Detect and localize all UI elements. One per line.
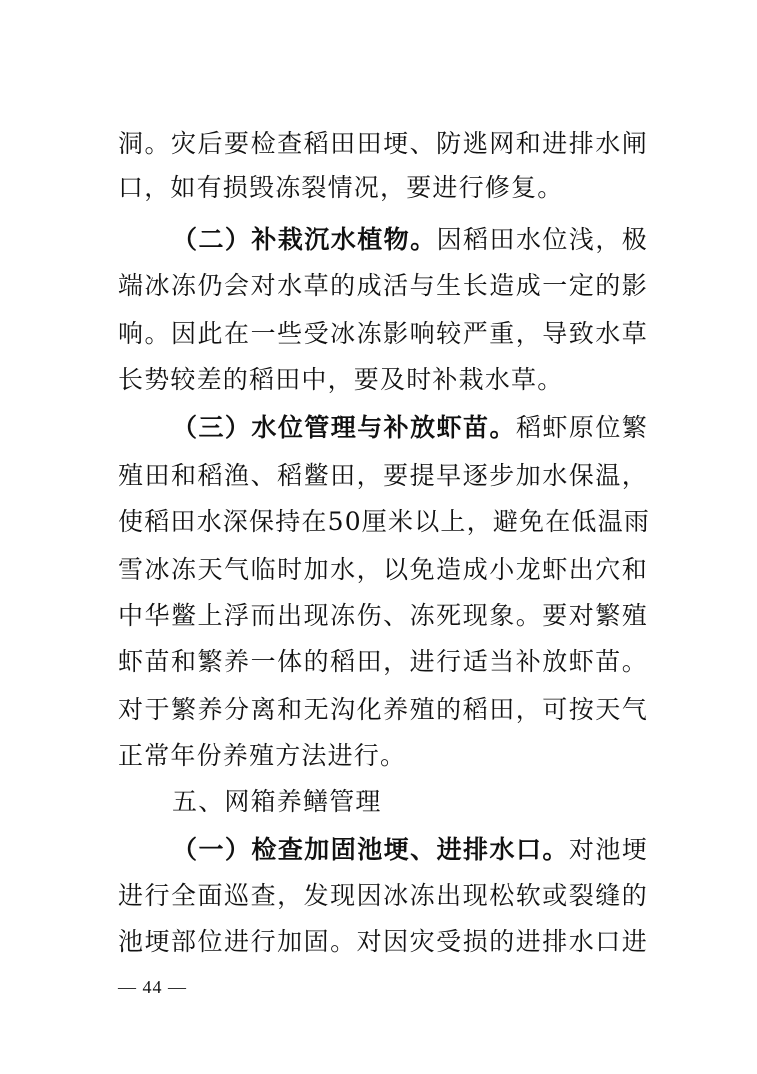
- paragraph-line: 端冰冻仍会对水草的成活与生长造成一定的影: [118, 271, 648, 300]
- paragraph-line: 中华鳖上浮而出现冻伤、冻死现象。要对繁殖: [118, 601, 648, 630]
- paragraph-line: 进行全面巡查，发现因冰冻出现松软或裂缝的: [118, 881, 648, 910]
- paragraph-text: 稻虾原位繁: [515, 413, 648, 442]
- paragraph-line: 雪冰冻天气临时加水，以免造成小龙虾出穴和: [118, 555, 648, 584]
- paragraph-line: 虾苗和繁养一体的稻田，进行适当补放虾苗。: [118, 647, 648, 676]
- section-heading-line: [172, 408, 648, 448]
- paragraph-line: 对于繁养分离和无沟化养殖的稻田，可按天气: [118, 695, 648, 724]
- section-heading-line: [172, 830, 648, 870]
- paragraph-text: 对池埂: [568, 835, 648, 864]
- paragraph-text: 因稻田水位浅，极: [436, 225, 648, 254]
- section-heading-bold: （一）检查加固池埂、进排水口。: [172, 835, 569, 864]
- paragraph-line: 池埂部位进行加固。对因灾受损的进排水口进: [118, 927, 648, 956]
- page-number: — 44 —: [118, 977, 187, 997]
- section-heading-bold: （三）水位管理与补放虾苗。: [172, 413, 516, 442]
- section-heading-line: [172, 220, 648, 260]
- paragraph-line: 洞。灾后要检查稻田田埂、防逃网和进排水闸: [118, 129, 648, 158]
- paragraph-line: 口，如有损毁冻裂情况，要进行修复。: [118, 173, 564, 202]
- chapter-heading: 五、网箱养鳝管理: [172, 787, 382, 816]
- paragraph-line: 长势较差的稻田中，要及时补栽水草。: [118, 365, 564, 394]
- paragraph-line: 正常年份养殖方法进行。: [118, 741, 407, 770]
- paragraph-line: 响。因此在一些受冰冻影响较严重，导致水草: [118, 319, 648, 348]
- paragraph-line: 殖田和稻渔、稻鳖田，要提早逐步加水保温，: [118, 461, 648, 490]
- paragraph-line: 使稻田水深保持在50厘米以上，避免在低温雨: [118, 507, 651, 536]
- section-heading-bold: （二）补栽沉水植物。: [172, 225, 437, 254]
